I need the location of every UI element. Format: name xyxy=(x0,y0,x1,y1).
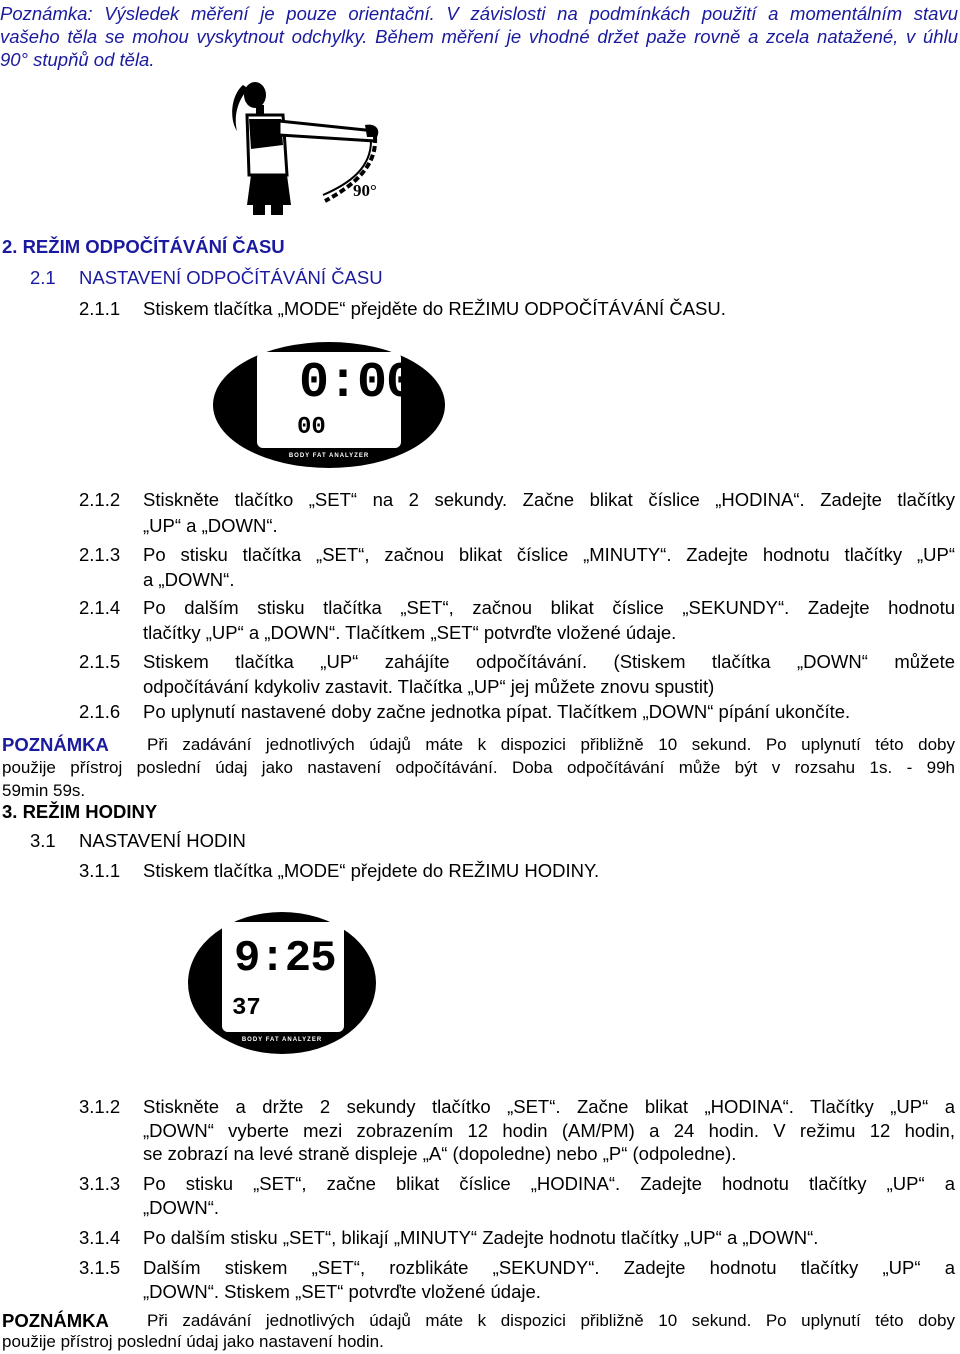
step-2-1-5-num: 2.1.5 xyxy=(79,651,121,672)
step-2-1-3-num: 2.1.3 xyxy=(79,544,121,565)
note-2-label: POZNÁMKA xyxy=(2,734,109,755)
note-3-line2: použije přístroj poslední údaj jako nastavení hodin. xyxy=(2,1332,384,1351)
device-brand: BODY FAT ANALYZER xyxy=(241,1037,323,1043)
device-brand: BODY FAT ANALYZER xyxy=(288,453,370,459)
step-3-1-3-line1: Po stisku „SET“, začne blikat číslice „HODINA“. Zadejte hodnotu tlačítky „UP“ a xyxy=(143,1173,955,1194)
lcd-main-digits: 9:25 xyxy=(234,934,336,984)
step-2-1-4-line2: tlačítky „UP“ a „DOWN“. Tlačítkem „SET“ potvrďte vložené údaje. xyxy=(143,622,677,643)
step-3-1-2-line1: Stiskněte a držte 2 sekundy tlačítko „SET“. Začne blikat „HODINA“. Tlačítky „UP“ a xyxy=(143,1096,955,1117)
note-2-line2: použije přístroj poslední údaj jako nastavení odpočítávání. Doba odpočítávání může být v rozsahu 1s. - 99h xyxy=(2,758,955,777)
angle-label: 90° xyxy=(353,181,377,200)
step-3-1-5-line2: „DOWN“. Stiskem „SET“ potvrďte vložené údaje. xyxy=(143,1281,541,1302)
step-3-1-5-num: 3.1.5 xyxy=(79,1257,121,1278)
step-2-1-2-line1: Stiskněte tlačítko „SET“ na 2 sekundy. Začne blikat číslice „HODINA“. Zadejte tlačítky xyxy=(143,489,955,510)
step-2-1-1-num: 2.1.1 xyxy=(79,298,121,319)
step-3-1-3-line2: „DOWN“. xyxy=(143,1197,220,1218)
lcd-small-digits: 37 xyxy=(232,995,261,1022)
section-2-1-title: NASTAVENÍ ODPOČÍTÁVÁNÍ ČASU xyxy=(79,267,383,288)
step-2-1-4-num: 2.1.4 xyxy=(79,597,121,618)
note-2-line3: 59min 59s. xyxy=(2,781,86,800)
note-line-2: vašeho těla se mohou vyskytnout odchylky. Během měření je vhodné držet paže rovně a zcela natažené, v úhlu xyxy=(0,26,958,47)
section-2-1-num: 2.1 xyxy=(30,267,56,288)
step-3-1-1-text: Stiskem tlačítka „MODE“ přejdete do REŽIMU HODINY. xyxy=(143,860,600,881)
note-line-1: Poznámka: Výsledek měření je pouze orientační. V závislosti na podmínkách použití a momentálním stavu xyxy=(0,3,958,24)
step-2-1-4-line1: Po dalším stisku tlačítka „SET“, začnou blikat číslice „SEKUNDY“. Zadejte hodnotu xyxy=(143,597,955,618)
step-3-1-2-line2: „DOWN“ vyberte mezi zobrazením 12 hodin (AM/PM) a 24 hodin. V režimu 12 hodin, xyxy=(143,1120,955,1141)
step-2-1-2-num: 2.1.2 xyxy=(79,489,121,510)
section-3-1-num: 3.1 xyxy=(30,830,56,851)
step-2-1-3-line1: Po stisku tlačítka „SET“, začnou blikat číslice „MINUTY“. Zadejte hodnotu tlačítky „UP“ xyxy=(143,544,955,565)
step-2-1-3-line2: a „DOWN“. xyxy=(143,569,235,590)
step-3-1-4-text: Po dalším stisku „SET“, blikají „MINUTY“ Zadejte hodnotu tlačítky „UP“ a „DOWN“. xyxy=(143,1227,819,1248)
section-2-title: 2. REŽIM ODPOČÍTÁVÁNÍ ČASU xyxy=(2,236,285,257)
section-3-1-title: NASTAVENÍ HODIN xyxy=(79,830,246,851)
note-line-3: 90° stupňů od těla. xyxy=(0,49,155,70)
note-3-label: POZNÁMKA xyxy=(2,1310,109,1331)
step-3-1-2-line3: se zobrazí na levé straně displeje „A“ (dopoledne) nebo „P“ (odpoledne). xyxy=(143,1143,737,1164)
lcd-main-digits: 0:00 xyxy=(299,355,416,412)
arm-position-illustration xyxy=(225,75,395,215)
step-2-1-5-line1: Stiskem tlačítka „UP“ zahájíte odpočítávání. (Stiskem tlačítka „DOWN“ můžete xyxy=(143,651,955,672)
step-3-1-3-num: 3.1.3 xyxy=(79,1173,121,1194)
step-2-1-5-line2: odpočítávání kdykoliv zastavit. Tlačítka „UP“ jej můžete znovu spustit) xyxy=(143,676,715,697)
device-display-countdown xyxy=(213,342,445,468)
section-3-title: 3. REŽIM HODINY xyxy=(2,801,158,822)
step-2-1-1-text: Stiskem tlačítka „MODE“ přejděte do REŽIMU ODPOČÍTÁVÁNÍ ČASU. xyxy=(143,298,726,319)
step-3-1-5-line1: Dalším stiskem „SET“, rozblikáte „SEKUNDY“. Zadejte hodnotu tlačítky „UP“ a xyxy=(143,1257,955,1278)
lcd-small-digits: 00 xyxy=(297,414,326,441)
note-2-line1: Při zadávání jednotlivých údajů máte k dispozici přibližně 10 sekund. Po uplynutí této doby xyxy=(147,735,955,754)
step-2-1-6-num: 2.1.6 xyxy=(79,701,121,722)
step-3-1-2-num: 3.1.2 xyxy=(79,1096,121,1117)
step-2-1-2-line2: „UP“ a „DOWN“. xyxy=(143,515,278,536)
note-3-line1: Při zadávání jednotlivých údajů máte k dispozici přibližně 10 sekund. Po uplynutí této doby xyxy=(147,1311,955,1330)
step-3-1-1-num: 3.1.1 xyxy=(79,860,121,881)
step-3-1-4-num: 3.1.4 xyxy=(79,1227,121,1248)
step-2-1-6-text: Po uplynutí nastavené doby začne jednotka pípat. Tlačítkem „DOWN“ pípání ukončíte. xyxy=(143,701,851,722)
device-display-clock xyxy=(188,912,376,1054)
